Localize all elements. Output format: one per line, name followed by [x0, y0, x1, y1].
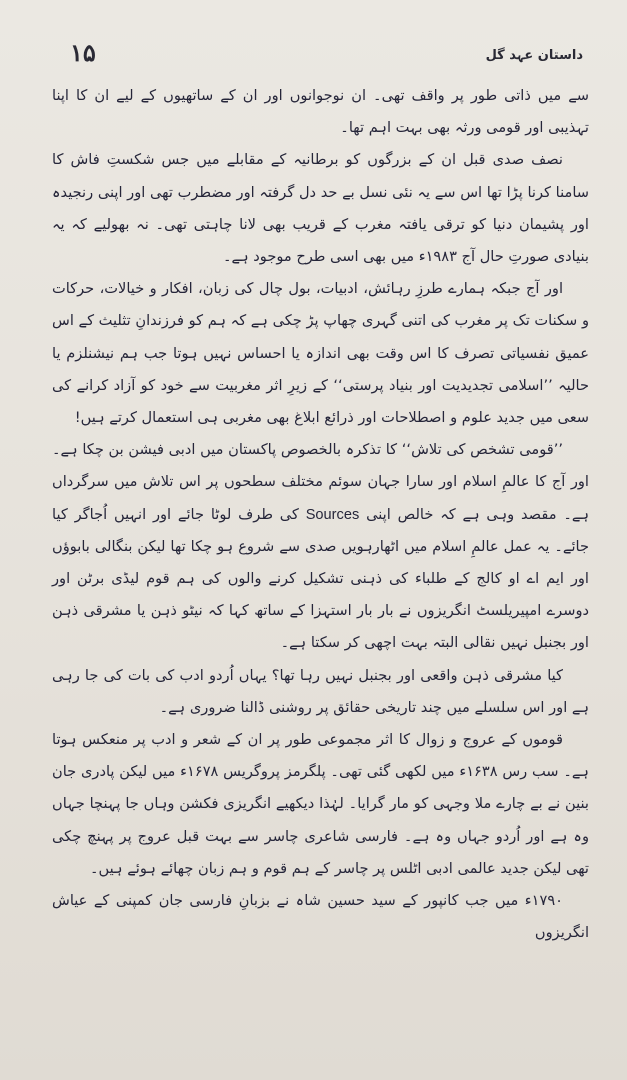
page-number: ۱۵: [70, 38, 96, 67]
paragraph-4-part-2: کی طرف لوٹا جائے اور انہیں اُجاگر کیا جائے۔ یہ عمل عالمِ اسلام میں اٹھارہویں صدی سے شروع ہو چکا تھا لیکن بنگالی بابوؤں اور ایم اے او کالج کے طلباء کی ذہنی تشکیل کرنے والوں کی ہم قوم لیڈی برٹن اور دوسرے امپیریلسٹ انگریزوں نے بار بار استہزا کے ساتھ کہا کہ نیٹو ذہن یا مشرقی ذہن اور بجنبل نہیں نقالی البتہ بہت اچھی کر سکتا ہے۔: [52, 505, 589, 652]
paragraph-1: سے میں ذاتی طور پر واقف تھی۔ ان نوجوانوں اور ان کے ساتھیوں کے لیے ان کا اپنا تہذیبی اور قومی ورثہ بھی بہت اہم تھا۔: [52, 87, 589, 137]
paragraph-4: [52, 434, 589, 659]
running-title: داستان عہد گل: [485, 48, 583, 63]
paragraph-2: نصف صدی قبل ان کے بزرگوں کو برطانیہ کے مقابلے میں جس شکستِ فاش کا سامنا کرنا پڑا تھا اس سے یہ نئی نسل بے حد دل گرفتہ اور مضطرب تھی اور اپنی رنجیدہ اور پشیمان دنیا کو ترقی یافتہ مغرب کے قریب بھی لانا چاہتی تھی۔ نہ بھولیے کہ یہ بنیادی صورتِ حال آج ۱۹۸۳ء میں بھی اسی طرح موجود ہے۔: [52, 151, 589, 266]
sources-word: Sources: [305, 506, 360, 523]
paragraph-4-part-1: ’’قومی تشخص کی تلاش‘‘ کا تذکرہ بالخصوص پاکستان میں ادبی فیشن بن چکا ہے۔ اور آج کا عالمِ اسلام اور سارا جہان سوئم مختلف سطحوں پر اس تلاش میں سرگرداں ہے۔ مقصد وہی ہے کہ خالص اپنی: [52, 441, 590, 523]
paragraph-6: قوموں کے عروج و زوال کا اثر مجموعی طور پر ان کے شعر و ادب پر منعکس ہوتا ہے۔ سب رس ۱۶۳۸ء میں لکھی گئی تھی۔ پلگرمز پروگریس ۱۶۷۸ء میں لیکن پادری جان بنین نے بے چارے ملا وجہی کو مار گرایا۔ لہٰذا دیکھیے انگریزی فکشن وہاں جا پہنچا جہاں وہ ہے اور اُردو جہاں وہ ہے۔ فارسی شاعری چاسر سے بہت قبل عروج پر پہنچ چکی تھی لیکن جدید عالمی ادبی اٹلس پر چاسر کے ہم قوم و ہم زبان چھائے ہوئے ہیں۔: [52, 731, 589, 877]
paragraph-5: کیا مشرقی ذہن واقعی اور بجنبل نہیں رہا تھا؟ یہاں اُردو ادب کی بات کی جا رہی ہے اور اس سلسلے میں چند تاریخی حقائق پر روشنی ڈالنا ضروری ہے۔: [52, 666, 589, 716]
paragraph-3: اور آج جبکہ ہمارے طرزِ رہائش، ادبیات، بول چال کی زبان، افکار و خیالات، حرکات و سکنات تک پر مغرب کی اتنی گہری چھاپ پڑ چکی ہے کہ ہم کو فرزندانِ تثلیث کے اس عمیق نفسیاتی تصرف کا اس وقت بھی اندازہ یا احساس نہیں ہوتا جب ہم نیشنلزم یا حالیہ ’’اسلامی تجدیدیت اور بنیاد پرستی‘‘ کے زیرِ اثر مغربیت سے خود کو آزاد کرانے کی سعی میں جدید علوم و اصطلاحات اور ذرائع ابلاغ بھی مغربی ہی استعمال کرتے ہیں!: [52, 280, 589, 427]
body-text: [52, 80, 589, 949]
paragraph-7: ۱۷۹۰ء میں جب کانپور کے سید حسین شاہ نے بزبانِ فارسی جان کمپنی کے عیاش انگریزوں: [52, 892, 589, 942]
